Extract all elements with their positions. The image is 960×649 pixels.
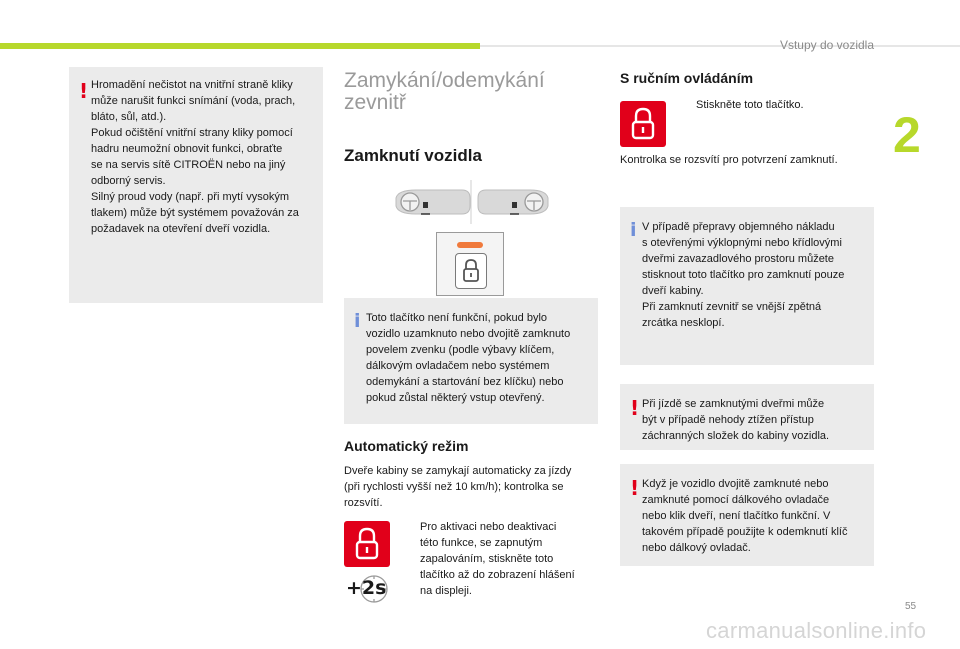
warning-box-deadlock: [620, 464, 874, 566]
auto-mode-instruction: Pro aktivaci nebo deaktivaci této funkce, se zapnutým zapalováním, stiskněte toto tlačítko až do zobrazení hlášení na displeji.: [420, 521, 575, 597]
indicator-led: [457, 242, 483, 248]
info-box-button-nonfunctional: [344, 298, 598, 424]
info-text: V případě přepravy objemného nákladu s otevřenými výklopnými nebo křídlovými dveřmi zavazadlového prostoru můžete stisknout toto tlačítko pro zamknutí pouze dveří kabiny. Při zamknutí zevnitř se vnější zpětná zrcátka nesklopí.: [642, 221, 845, 329]
page-title: Zamykání/odemykání zevnitř: [344, 69, 545, 114]
warning-box-handle-dirt: [69, 67, 323, 303]
warning-icon: !: [630, 396, 640, 420]
warning-icon: !: [79, 79, 89, 103]
auto-mode-description: Dveře kabiny se zamykají automaticky za jízdy (při rychlosti vyšší než 10 km/h); kontrolka se rozsvítí.: [344, 465, 572, 509]
warning-text: Při jízdě se zamknutými dveřmi může být v případě nehody ztížen přístup záchranných složek do kabiny vozidla.: [642, 398, 830, 442]
central-lock-button-auto: [344, 521, 390, 567]
page-number: 55: [905, 601, 917, 612]
hold-duration-label: +2s: [346, 577, 387, 599]
info-icon: i: [630, 219, 637, 241]
section-title: Vstupy do vozidla: [779, 38, 874, 52]
header-rule: [480, 45, 960, 47]
hold-duration-icon: [344, 573, 390, 605]
watermark: carmanualsonline.info: [706, 618, 927, 643]
warning-icon: !: [630, 476, 640, 500]
lock-confirmation-text: Kontrolka se rozsvítí pro potvrzení zamknutí.: [620, 154, 838, 166]
lock-button-panel: [436, 232, 504, 296]
right-door-handle-illustration: [478, 190, 548, 214]
info-icon: i: [354, 310, 361, 332]
padlock-icon: [344, 521, 390, 567]
central-lock-button-manual: [620, 101, 666, 147]
warning-text: Hromadění nečistot na vnitřní straně kliky může narušit funkci snímání (voda, prach, bláto, sůl, atd.). Pokud očištění vnitřní strany kliky pomocí hadru neumožní obnovit funkci, obraťte se na servis sítě CITROËN nebo na jiný odborný servis. Silný proud vody (např. při mytí vysokým tlakem) může být systémem považován za požadavek na otevření dveří vozidla.: [91, 79, 299, 235]
section-heading-manual: S ručním ovládáním: [620, 70, 754, 86]
door-lock-diagram: [390, 180, 552, 224]
chapter-number: 2: [893, 107, 921, 163]
lock-key: [455, 253, 487, 289]
section-heading-lock: Zamknutí vozidla: [344, 146, 482, 165]
chapter-accent-bar: [0, 43, 480, 49]
info-box-bulky-load: [620, 207, 874, 365]
left-door-handle-illustration: [396, 190, 470, 214]
warning-text: Když je vozidlo dvojitě zamknuté nebo zamknuté pomocí dálkového ovladače nebo klik dveří, není tlačítko funkční. V takovém případě použijte k odemknutí klíč nebo dálkový ovladač.: [642, 478, 848, 554]
padlock-icon: [620, 101, 666, 147]
section-heading-auto-mode: Automatický režim: [344, 438, 469, 454]
info-text: Toto tlačítko není funkční, pokud bylo vozidlo uzamknuto nebo dvojitě zamknuto povelem zvenku (podle výbavy klíčem, dálkovým ovladačem nebo systémem odemykání a startování bez klíčku) nebo pokud zůstal některý vstup otevřený.: [366, 312, 571, 404]
padlock-icon: [456, 254, 486, 288]
manual-instruction: Stiskněte toto tlačítko.: [696, 99, 804, 111]
warning-box-emergency-access: [620, 384, 874, 450]
